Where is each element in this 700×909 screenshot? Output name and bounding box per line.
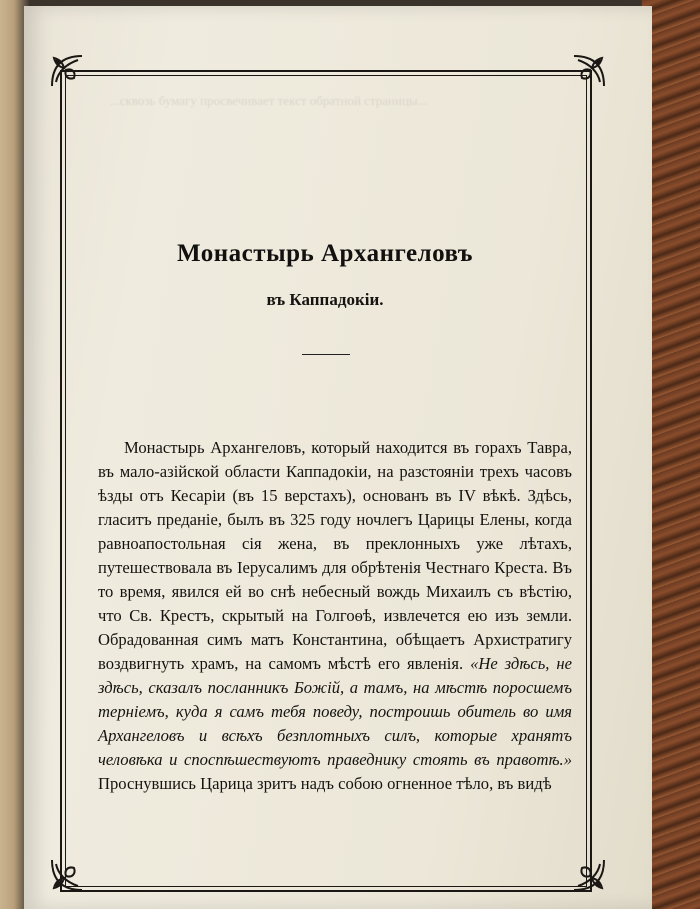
paragraph-tail: Проснувшись Царица зритъ надъ собою огненное тѣло, въ видѣ (98, 774, 552, 793)
corner-ornament-icon (48, 856, 86, 894)
page-subtitle: въ Каппадокіи. (266, 290, 384, 309)
body-paragraph (98, 436, 572, 796)
paragraph-text: Монастырь Архангеловъ, который находится въ горахъ Тавра, въ мало-азійской области Каппадокіи, на разстояніи трехъ часовъ ѣзды отъ Кесаріи (въ 15 верстахъ), основанъ въ IV вѣкѣ. Здѣсь, гласитъ преданіе, былъ въ 325 году ночлегъ Царицы Елены, когда равноапостольная сія жена, въ преклонныхъ уже лѣтахъ, путешествовала въ Іерусалимъ для обрѣтенія Честнаго Креста. Въ то время, явился ей во снѣ небесный вождь Михаилъ съ вѣстію, что Св. Крестъ, скрытый на Голгоѳѣ, извлечется ею изъ земли. Обрадованная симъ матъ Константина, обѣщаетъ Архистратигу воздвигнуть храмъ, на самомъ мѣстѣ его явленія. (98, 438, 572, 673)
page-title: Монастырь Архангеловъ (177, 240, 473, 267)
corner-ornament-icon (570, 856, 608, 894)
section-divider (302, 354, 350, 355)
corner-ornament-icon (48, 52, 86, 90)
paragraph-quote: «Не здѣсь, не здѣсь, сказалъ посланникъ Божій, а тамъ, на мѣстѣ поросшемъ терніемъ, куда я самъ тебя поведу, построишь обитель во имя Архангеловъ и всѣхъ безплотныхъ силъ, которые хранятъ человѣка и споспѣшествуютъ праведнику стоять въ правотѣ.» (98, 654, 572, 769)
corner-ornament-icon (570, 52, 608, 90)
bleed-through-text: ...сквозь бумагу просвечивает текст обратной страницы... (110, 93, 428, 108)
